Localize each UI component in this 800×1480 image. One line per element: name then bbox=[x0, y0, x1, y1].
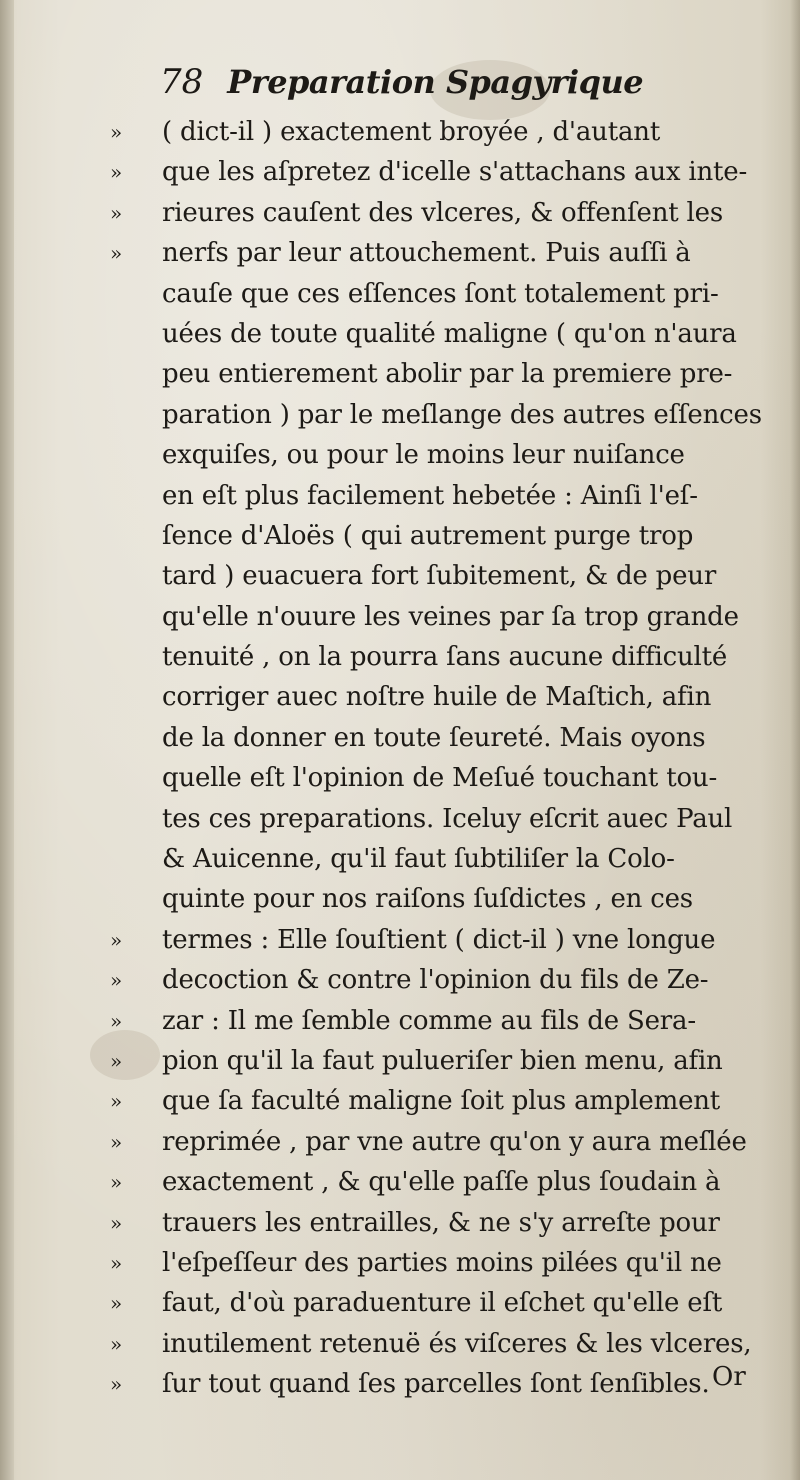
text-line bbox=[126, 556, 786, 596]
line-text: ſur tout quand ſes parcelles ſont ſenſibles. bbox=[162, 1369, 710, 1400]
line-text: l'eſpeſſeur des parties moins pilées qu'il ne bbox=[162, 1247, 722, 1278]
line-text: decoction & contre l'opinion du fils de Ze- bbox=[162, 965, 709, 996]
text-line bbox=[126, 799, 786, 839]
line-text: pion qu'il la faut pulueriſer bien menu, afin bbox=[162, 1045, 723, 1076]
text-line bbox=[110, 1324, 786, 1364]
line-text: de la donner en toute ſeureté. Mais oyons bbox=[162, 722, 706, 753]
text-line bbox=[110, 152, 786, 192]
text-line bbox=[126, 274, 786, 314]
text-line bbox=[110, 1203, 786, 1243]
running-title: Preparation Spagyrique bbox=[227, 63, 644, 101]
text-line bbox=[126, 314, 786, 354]
text-line bbox=[126, 597, 786, 637]
line-text: exactement , & qu'elle paſſe plus ſoudain à bbox=[162, 1167, 721, 1198]
text-line bbox=[110, 1041, 786, 1081]
page-number: 78 bbox=[160, 62, 204, 102]
line-text: termes : Elle ſouſtient ( dict-il ) vne longue bbox=[162, 924, 716, 955]
marginal-quote-mark: » bbox=[110, 1372, 123, 1397]
line-text: uées de toute qualité maligne ( qu'on n'aura bbox=[162, 318, 737, 349]
text-line bbox=[110, 1001, 786, 1041]
line-text: ſence d'Aloës ( qui autrement purge trop bbox=[162, 520, 694, 551]
marginal-quote-mark: » bbox=[110, 1048, 123, 1073]
text-line bbox=[110, 1364, 786, 1404]
text-line bbox=[126, 677, 786, 717]
marginal-quote-mark: » bbox=[110, 1008, 123, 1033]
line-text: exquiſes, ou pour le moins leur nuiſance bbox=[162, 440, 685, 471]
marginal-quote-mark: » bbox=[110, 1210, 123, 1235]
marginal-quote-mark: » bbox=[110, 1129, 123, 1154]
line-text: tes ces preparations. Iceluy eſcrit auec Paul bbox=[162, 803, 733, 834]
marginal-quote-mark: » bbox=[110, 120, 123, 144]
line-text: tenuité , on la pourra ſans aucune difficulté bbox=[162, 642, 728, 673]
marginal-quote-mark: » bbox=[110, 241, 123, 266]
line-text: qu'elle n'ouure les veines par ſa trop grande bbox=[162, 601, 739, 632]
page-right-edge bbox=[790, 0, 800, 1480]
marginal-quote-mark: » bbox=[110, 927, 123, 952]
text-line bbox=[126, 879, 786, 919]
text-line bbox=[126, 476, 786, 516]
line-text: rieures cauſent des vlceres, & offenſent les bbox=[162, 197, 724, 228]
marginal-quote-mark: » bbox=[110, 200, 123, 225]
line-text: trauers les entrailles, & ne s'y arreſte pour bbox=[162, 1207, 720, 1238]
line-text: zar : Il me ſemble comme au fils de Sera- bbox=[162, 1005, 696, 1036]
line-text: corriger auec noſtre huile de Maſtich, afin bbox=[162, 682, 712, 713]
marginal-quote-mark: » bbox=[110, 1089, 123, 1114]
line-text: nerfs par leur attouchement. Puis auſſi à bbox=[162, 238, 691, 269]
line-text: que ſa faculté maligne ſoit plus amplement bbox=[162, 1086, 721, 1117]
marginal-quote-mark: » bbox=[110, 1331, 123, 1356]
text-line bbox=[126, 637, 786, 677]
text-line bbox=[126, 839, 786, 879]
line-text: inutilement retenuë és viſceres & les vlceres, bbox=[162, 1328, 752, 1359]
line-text: & Auicenne, qu'il faut ſubtiliſer la Colo- bbox=[162, 844, 675, 875]
text-line bbox=[126, 354, 786, 394]
text-line bbox=[110, 920, 786, 960]
line-text: cauſe que ces eſſences ſont totalement pri- bbox=[162, 278, 719, 309]
text-line bbox=[110, 1243, 786, 1283]
catchword: Or bbox=[712, 1362, 746, 1392]
marginal-quote-mark: » bbox=[110, 1170, 123, 1195]
line-text: ( dict-il ) exactement broyée , d'autant bbox=[162, 117, 661, 147]
text-line bbox=[110, 1283, 786, 1323]
text-line bbox=[126, 718, 786, 758]
marginal-quote-mark: » bbox=[110, 160, 123, 185]
text-line bbox=[126, 435, 786, 475]
line-text: en eſt plus facilement hebetée : Ainſi l'eſ- bbox=[162, 480, 698, 511]
page-gutter bbox=[0, 0, 14, 1480]
marginal-quote-mark: » bbox=[110, 1291, 123, 1316]
line-text: reprimée , par vne autre qu'on y aura meſlée bbox=[162, 1126, 747, 1157]
line-text: quinte pour nos raiſons ſuſdictes , en ces bbox=[162, 884, 693, 915]
line-text: peu entierement abolir par la premiere pre- bbox=[162, 359, 733, 390]
text-line bbox=[126, 516, 786, 556]
line-text: faut, d'où paraduenture il eſchet qu'elle eſt bbox=[162, 1288, 723, 1319]
text-line bbox=[110, 193, 786, 233]
text-line bbox=[110, 1081, 786, 1121]
body-text bbox=[110, 112, 786, 1405]
text-line bbox=[110, 1162, 786, 1202]
text-line bbox=[126, 395, 786, 435]
line-text: que les aſpretez d'icelle s'attachans aux inte- bbox=[162, 157, 748, 188]
line-text: tard ) euacuera fort ſubitement, & de peur bbox=[162, 561, 717, 592]
line-text: paration ) par le meſlange des autres eſſences bbox=[162, 399, 762, 430]
text-line bbox=[126, 758, 786, 798]
marginal-quote-mark: » bbox=[110, 1250, 123, 1275]
text-line bbox=[110, 1122, 786, 1162]
page-header bbox=[160, 62, 643, 102]
text-line bbox=[110, 960, 786, 1000]
marginal-quote-mark: » bbox=[110, 968, 123, 993]
text-line bbox=[110, 112, 786, 152]
line-text: quelle eſt l'opinion de Meſué touchant tou- bbox=[162, 763, 718, 794]
text-line bbox=[110, 233, 786, 273]
